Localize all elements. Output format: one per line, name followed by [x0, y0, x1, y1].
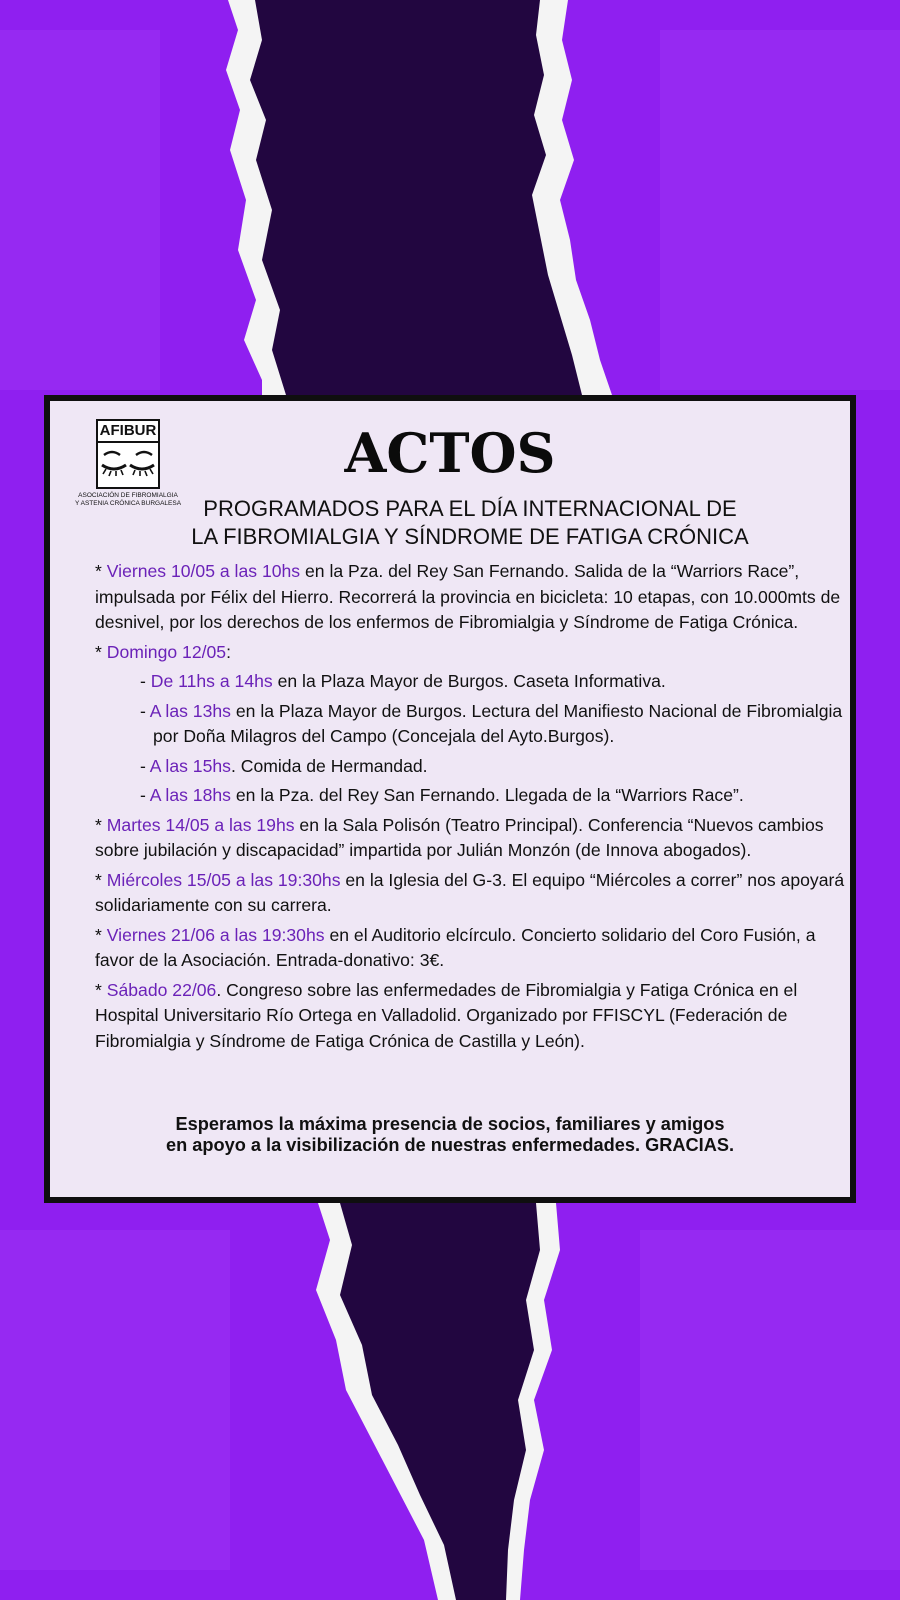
- event-datetime: Miércoles 15/05 a las 19:30hs: [106, 869, 341, 890]
- event-datetime: A las 13hs: [149, 700, 231, 721]
- event-item: [95, 559, 845, 636]
- event-datetime: Domingo 12/05: [106, 641, 227, 662]
- event-description: en la Pza. del Rey San Fernando. Salida de la “Warriors Race”, impulsada por Félix del Hierro. Recorrerá la provincia en bicicleta: 10 etapas, con 10.000mts de desnivel, por los derechos de los enfermos de Fibromialgia y Síndrome de Fatiga Crónica.: [95, 561, 841, 632]
- event-description: en la Iglesia del G-3. El equipo “Miércoles a correr” nos apoyará solidariamente con su carrera.: [95, 869, 845, 915]
- bullet: *: [95, 641, 107, 662]
- event-datetime: Martes 14/05 a las 19hs: [106, 814, 295, 835]
- event-description: en la Plaza Mayor de Burgos. Lectura del Manifiesto Nacional de Fibromialgia por Doña Milagros del Campo (Concejala del Ayto.Burgos).: [153, 700, 843, 746]
- event-datetime: De 11hs a 14hs: [150, 671, 273, 691]
- event-datetime: Sábado 22/06: [106, 979, 217, 1000]
- events-panel: [44, 395, 856, 1203]
- logo-subtitle-line2: Y ASTENIA CRÓNICA BURGALESA: [74, 500, 182, 507]
- subtitle-line1: PROGRAMADOS PARA EL DÍA INTERNACIONAL DE: [203, 496, 737, 521]
- event-datetime: Viernes 10/05 a las 10hs: [106, 561, 301, 581]
- event-description: en el Auditorio elcírculo. Concierto solidario del Coro Fusión, a favor de la Asociación. Entrada-donativo: 3€.: [95, 924, 816, 970]
- bullet: *: [95, 924, 107, 945]
- logo-name: AFIBUR: [98, 421, 158, 443]
- event-item: [95, 813, 845, 864]
- bullet: *: [95, 814, 107, 835]
- event-datetime: A las 18hs: [149, 785, 231, 805]
- logo-subtitle-line1: ASOCIACIÓN DE FIBROMIALGIA: [78, 492, 178, 499]
- event-description: . Congreso sobre las enfermedades de Fibromialgia y Fatiga Crónica en el Hospital Universitario Río Ortega en Valladolid. Organizado por FFISCYL (Federación de Fibromialgia y Síndrome de Fatiga Crónica de Castilla y León).: [95, 979, 798, 1051]
- bullet: -: [140, 671, 151, 691]
- bullet: *: [95, 869, 107, 890]
- event-description: . Comida de Hermandad.: [230, 755, 428, 776]
- closing-message: [50, 1114, 850, 1156]
- event-datetime: A las 15hs: [149, 755, 231, 776]
- closing-line2: en apoyo a la visibilización de nuestras enfermedades. GRACIAS.: [165, 1135, 735, 1155]
- event-subitem: [140, 783, 845, 809]
- event-description: :: [226, 641, 231, 662]
- event-subitem: [140, 754, 845, 780]
- event-item: [95, 923, 845, 974]
- event-item: [95, 868, 845, 919]
- events-list: [95, 559, 845, 1058]
- event-item: [95, 978, 845, 1055]
- bullet: -: [140, 700, 150, 721]
- event-description: en la Sala Polisón (Teatro Principal). Conferencia “Nuevos cambios sobre jubilación y discapacidad” impartida por Julián Monzón (de Innova abogados).: [95, 814, 824, 860]
- bullet: *: [95, 979, 107, 1000]
- event-subitem: [140, 699, 845, 750]
- subtitle-line2: LA FIBROMIALGIA Y SÍNDROME DE FATIGA CRÓNICA: [191, 524, 749, 549]
- page-title: ACTOS: [344, 421, 556, 485]
- event-item: [95, 640, 845, 666]
- event-datetime: Viernes 21/06 a las 19:30hs: [106, 924, 325, 945]
- bullet: -: [140, 755, 150, 776]
- page-subtitle: [90, 495, 850, 551]
- event-description: en la Plaza Mayor de Burgos. Caseta Informativa.: [272, 671, 666, 691]
- event-description: en la Pza. del Rey San Fernando. Llegada de la “Warriors Race”.: [230, 785, 744, 805]
- bullet: -: [140, 785, 150, 805]
- event-subitem: [140, 669, 845, 695]
- closing-line1: Esperamos la máxima presencia de socios, familiares y amigos: [175, 1114, 725, 1134]
- bullet: *: [95, 561, 107, 581]
